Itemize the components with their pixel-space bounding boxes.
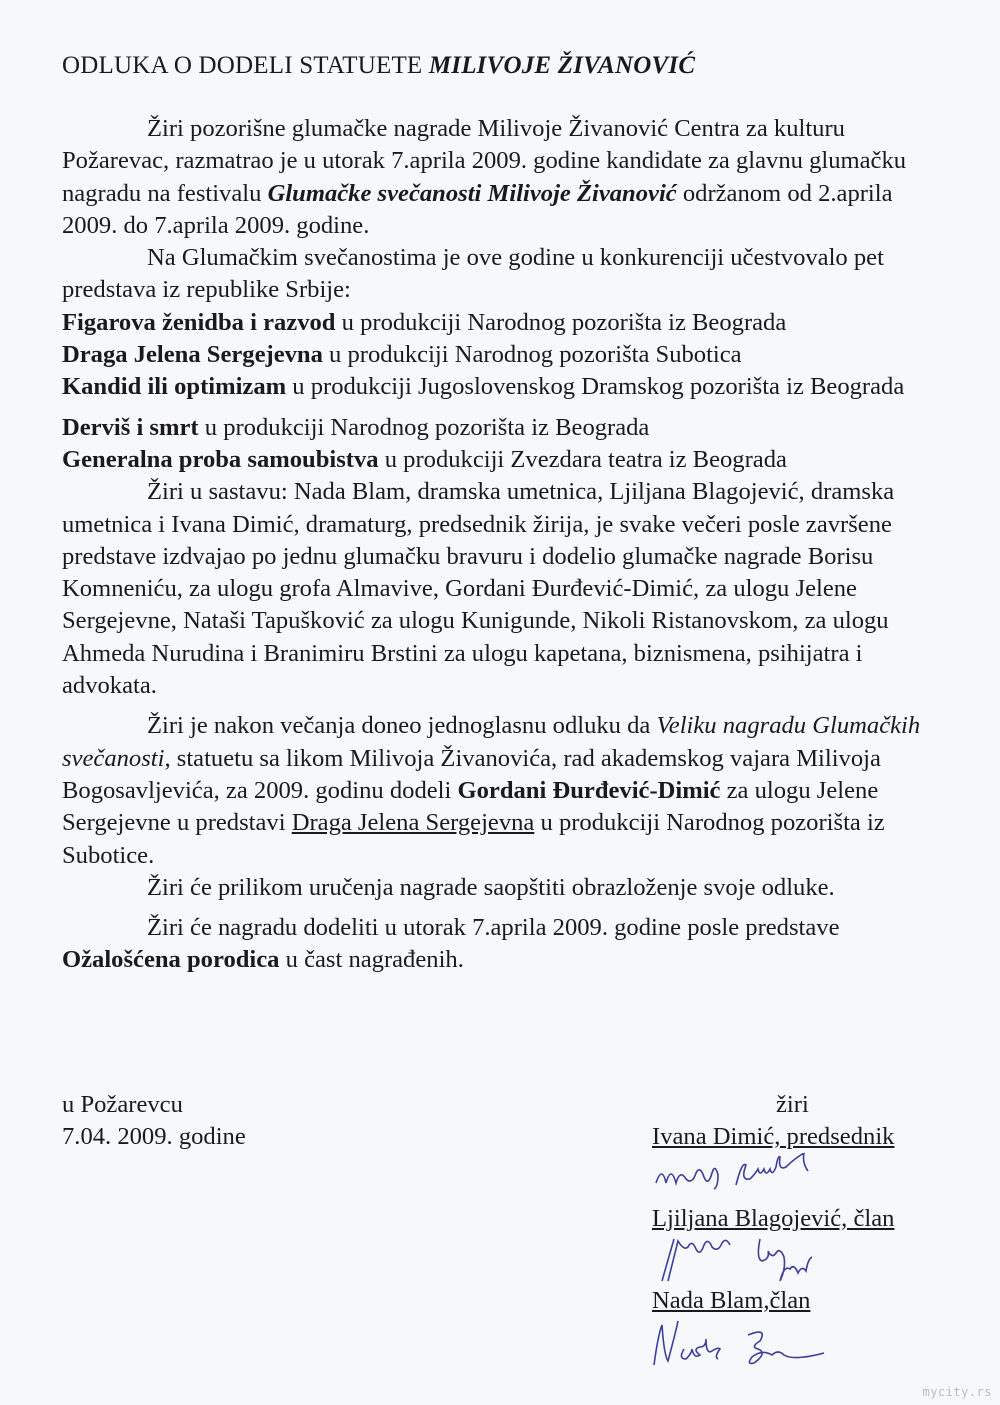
ceremony-text: Žiri će nagradu dodeliti u utorak 7.aprila 2009. godine posle predstave	[147, 914, 840, 942]
signature-nada-blam	[652, 1317, 952, 1367]
title-plain: ODLUKA O DODELI STATUETE	[62, 52, 429, 79]
ceremony-text-end: u čast nagrađenih.	[279, 946, 464, 974]
jury-block	[652, 1089, 972, 1367]
winner-name: Gordani Đurđević-Dimić	[457, 776, 721, 804]
signature-ivana-dimic	[652, 1153, 952, 1203]
intro-text-end: održanom od 2.aprila 2009. do 7.aprila 2009. godine.	[62, 179, 893, 239]
festival-name: Glumačke svečanosti Milivoje Živanović	[267, 179, 677, 207]
document-body	[62, 113, 952, 977]
decision-text-2: , statuetu sa likom Milivoja Živanovića, rad akademskog vajara Milivoja Bogosavljevića, za 2009. godinu dodeli	[62, 744, 881, 804]
decision-text-3: za ulogu Jelene Sergejevne u predstavi	[62, 776, 879, 837]
paragraph-explanation: Žiri će prilikom uručenja nagrade saopštiti obrazloženje svoje odluke.	[147, 873, 835, 901]
play-title: Derviš i smrt	[62, 413, 199, 441]
paragraph-competition: Na Glumačkim svečanostima je ove godine u konkurenciji učestvovalo pet predstava iz republike Srbije:	[62, 244, 884, 304]
play-production: u produkciji Narodnog pozorišta iz Beograda	[198, 413, 650, 441]
play-production: u produkciji Jugoslovenskog Dramskog pozorišta iz Beograda	[286, 373, 905, 401]
jury-member-1: Ljiljana Blagojević, član	[652, 1205, 895, 1232]
title-emphasis: MILIVOJE ŽIVANOVIĆ	[428, 52, 696, 79]
decision-text-4: u produkciji Narodnog pozorišta iz Subotice.	[62, 809, 885, 869]
jury-label: žiri	[776, 1091, 809, 1118]
jury-member-president: Ivana Dimić, predsednik	[652, 1123, 895, 1150]
play-item	[62, 371, 952, 403]
place: u Požarevcu	[62, 1091, 183, 1118]
jury-member-2: Nada Blam,član	[652, 1287, 811, 1314]
play-production: u produkciji Zvezdara teatra iz Beograda	[378, 445, 787, 473]
play-item	[62, 412, 952, 444]
play-title: Draga Jelena Sergejevna	[62, 341, 323, 369]
document-title	[62, 52, 695, 80]
play-item	[62, 307, 952, 339]
play-item	[62, 444, 952, 476]
intro-text: Žiri pozorišne glumačke nagrade Milivoje Živanović Centra za kulturu Požarevac, razmatrao je u utorak 7.aprila 2009. godine kandidate za glavnu glumačku nagradu na festivalu	[62, 115, 907, 207]
paragraph-intro	[62, 113, 952, 242]
watermark: mycity.rs	[922, 1385, 992, 1399]
play-title: Kandid ili optimizam	[62, 373, 287, 401]
play-item	[62, 339, 952, 371]
winning-play: Draga Jelena Sergejevna	[291, 809, 535, 837]
play-title: Figarova ženidba i razvod	[62, 308, 336, 336]
paragraph-decision	[62, 710, 952, 871]
paragraph-ceremony	[62, 912, 952, 977]
award-name: Veliku nagradu Glumačkih svečanosti	[62, 712, 921, 772]
place-date-block	[62, 1089, 246, 1153]
paragraph-jury: Žiri u sastavu: Nada Blam, dramska umetnica, Ljiljana Blagojević, dramska umetnica i Ivana Dimić, dramaturg, predsednik žirija, je svake večeri posle završene predstave izdvajao po jednu glumačku bravuru i dodelio glumačke nagrade Borisu Komneniću, za ulogu grofa Almavive, Gordani Đurđević-Dimić, za ulogu Jelene Sergejevne, Nataši Tapušković za ulogu Kunigunde, Nikoli Ristanovskom, za ulogu Ahmeda Nurudina i Branimiru Brstini za ulogu kapetana, biznismena, psihijatra i advokata.	[62, 478, 895, 700]
ceremony-play: Ožalošćena porodica	[62, 946, 280, 974]
play-production: u produkciji Narodnog pozorišta iz Beograda	[335, 308, 787, 336]
signature-ljiljana-blagojevic	[652, 1235, 952, 1285]
decision-text: Žiri je nakon večanja doneo jednoglasnu odluku da	[147, 712, 657, 740]
play-production: u produkciji Narodnog pozorišta Subotica	[322, 341, 742, 369]
date: 7.04. 2009. godine	[62, 1123, 246, 1150]
play-title: Generalna proba samoubistva	[62, 445, 379, 473]
